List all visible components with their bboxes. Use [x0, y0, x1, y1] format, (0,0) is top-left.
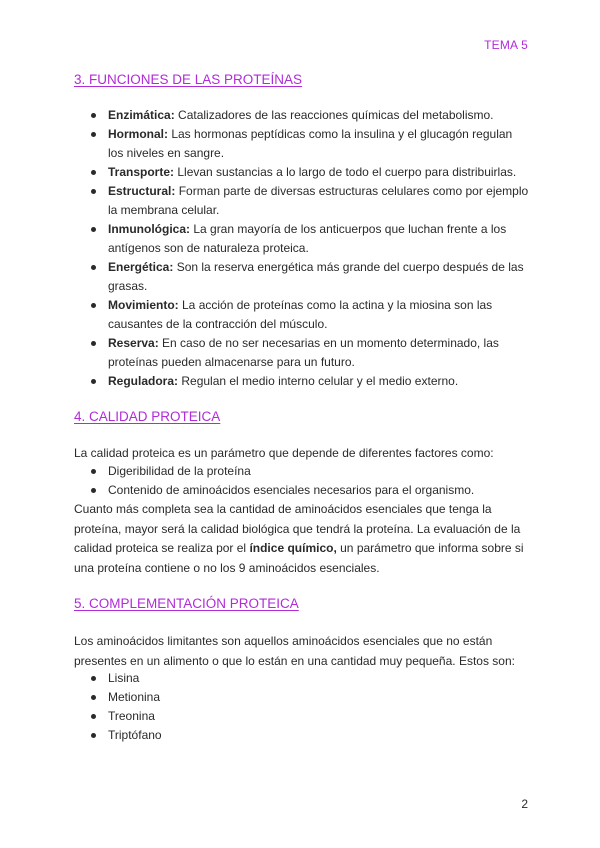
list-item	[90, 334, 530, 372]
calidad-body-before: Cuanto más completa sea la cantidad de aminoácidos esenciales que tenga la proteína, mayor será la calidad biológica que tendrá la proteína. La evaluación de la calidad proteica se realiza por el	[74, 502, 521, 555]
indice-quimico-term: índice químico,	[249, 541, 337, 555]
section-heading-funciones: 3. FUNCIONES DE LAS PROTEÍNAS	[74, 72, 303, 87]
list-item: Treonina	[90, 707, 530, 726]
list-item	[90, 106, 530, 125]
functions-list	[90, 106, 530, 391]
list-item-term: Reguladora:	[108, 374, 179, 388]
list-item: Lisina	[90, 669, 530, 688]
list-item-term: Movimiento:	[108, 298, 179, 312]
list-item-term: Transporte:	[108, 165, 175, 179]
list-item	[90, 220, 530, 258]
list-item-text: Llevan sustancias a lo largo de todo el cuerpo para distribuirlas.	[174, 165, 517, 179]
list-item-text: Catalizadores de las reacciones químicas del metabolismo.	[174, 108, 494, 122]
list-item	[90, 296, 530, 334]
list-item: Metionina	[90, 688, 530, 707]
list-item-text: La acción de proteínas como la actina y la miosina son las causantes de la contracción del músculo.	[108, 298, 493, 331]
complementacion-intro-text: Los aminoácidos limitantes son aquellos aminoácidos esenciales que no están presentes en un alimento o que lo están en una cantidad muy pequeña. Estos son:	[74, 634, 515, 668]
list-item-term: Hormonal:	[108, 127, 168, 141]
list-item-term: Inmunológica:	[108, 222, 190, 236]
list-item	[90, 125, 530, 163]
list-item	[90, 372, 530, 391]
list-item-term: Estructural:	[108, 184, 176, 198]
calidad-factors-list	[90, 462, 530, 500]
section-heading-calidad: 4. CALIDAD PROTEICA	[74, 409, 221, 424]
list-item: Contenido de aminoácidos esenciales necesarios para el organismo.	[90, 481, 530, 500]
calidad-intro-text: La calidad proteica es un parámetro que depende de diferentes factores como:	[74, 446, 494, 460]
section-heading-complementacion: 5. COMPLEMENTACIÓN PROTEICA	[74, 596, 299, 611]
list-item-text: Forman parte de diversas estructuras celulares como por ejemplo la membrana celular.	[108, 184, 529, 217]
list-item	[90, 163, 530, 182]
list-item	[90, 258, 530, 296]
list-item-text: La gran mayoría de los anticuerpos que luchan frente a los antígenos son de naturaleza proteica.	[108, 222, 507, 255]
list-item: Digeribilidad de la proteína	[90, 462, 530, 481]
list-item	[90, 182, 530, 220]
limiting-aminoacids-list	[90, 669, 530, 745]
list-item-term: Reserva:	[108, 336, 159, 350]
calidad-body-text	[74, 500, 530, 578]
list-item-term: Enzimática:	[108, 108, 175, 122]
list-item: Triptófano	[90, 726, 530, 745]
list-item-text: Regulan el medio interno celular y el medio externo.	[178, 374, 459, 388]
header-tema: TEMA 5	[484, 38, 528, 52]
list-item-text: En caso de no ser necesarias en un momento determinado, las proteínas pueden almacenarse para un futuro.	[108, 336, 499, 369]
list-item-text: Son la reserva energética más grande del cuerpo después de las grasas.	[108, 260, 524, 293]
list-item-term: Energética:	[108, 260, 174, 274]
page-number: 2	[521, 797, 528, 811]
list-item-text: Las hormonas peptídicas como la insulina y el glucagón regulan los niveles en sangre.	[108, 127, 513, 160]
calidad-body-after: un parámetro que informa sobre si una proteína contiene o no los 9 aminoácidos esenciales.	[74, 541, 524, 575]
